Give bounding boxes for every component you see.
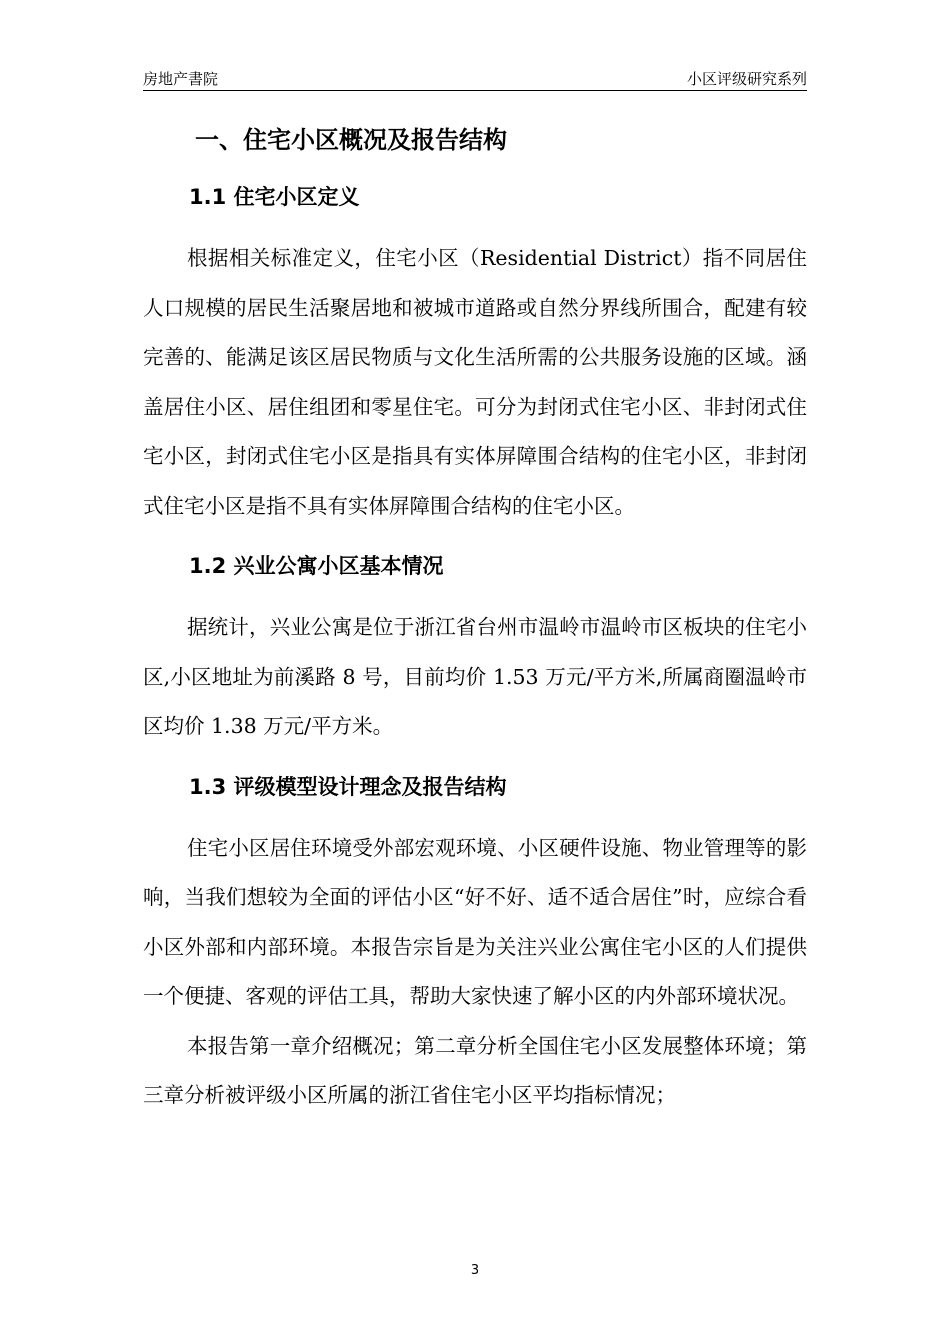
header-publisher: 房地产書院 bbox=[143, 70, 219, 88]
page-number: 3 bbox=[470, 1263, 480, 1278]
section-1-2-paragraph: 据统计，兴业公寓是位于浙江省台州市温岭市温岭市区板块的住宅小区,小区地址为前溪路 8 号，目前均价 1.53 万元/平方米,所属商圈温岭市区均价 1.38 万元/平方米。 bbox=[143, 615, 807, 738]
section-1-3-paragraph-2: 本报告第一章介绍概况；第二章分析全国住宅小区发展整体环境；第三章分析被评级小区所属的浙江省住宅小区平均指标情况； bbox=[143, 1033, 807, 1107]
section-title-1-2: 1.2 兴业公寓小区基本情况 bbox=[189, 554, 444, 578]
document-body bbox=[143, 110, 807, 1121]
header-series-title: 小区评级研究系列 bbox=[686, 70, 807, 88]
section-title-1-3: 1.3 评级模型设计理念及报告结构 bbox=[189, 774, 507, 799]
chapter-title: 一、住宅小区概况及报告结构 bbox=[195, 126, 507, 154]
page-header bbox=[143, 64, 807, 91]
section-title-1-1: 1.1 住宅小区定义 bbox=[189, 185, 360, 209]
section-1-3-paragraph-1: 住宅小区居住环境受外部宏观环境、小区硬件设施、物业管理等的影响，当我们想较为全面的评估小区“好不好、适不适合居住”时，应综合看小区外部和内部环境。本报告宗旨是为关注兴业公寓住宅小区的人们提供一个便捷、客观的评估工具，帮助大家快速了解小区的内外部环境状况。 bbox=[143, 835, 807, 1008]
section-1-1-paragraph: 根据相关标准定义，住宅小区（Residential District）指不同居住人口规模的居民生活聚居地和被城市道路或自然分界线所围合，配建有较完善的、能满足该区居民物质与文化生活所需的公共服务设施的区域。涵盖居住小区、居住组团和零星住宅。可分为封闭式住宅小区、非封闭式住宅小区，封闭式住宅小区是指具有实体屏障围合结构的住宅小区，非封闭式住宅小区是指不具有实体屏障围合结构的住宅小区。 bbox=[143, 246, 807, 518]
